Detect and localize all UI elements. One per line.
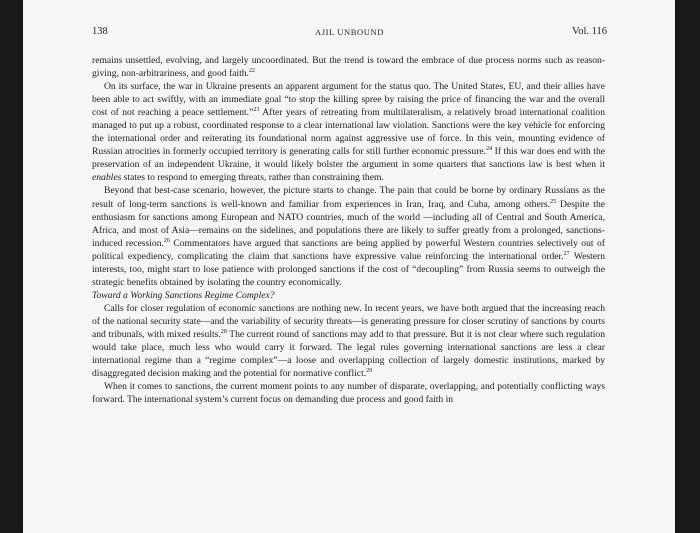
paragraph [92,184,605,288]
paragraph [92,302,605,380]
footnote-ref: 22 [248,68,255,75]
paragraph [92,54,605,80]
footnote-ref: 28 [220,328,227,335]
journal-title: AJIL UNBOUND [315,27,384,37]
text-run: Western interests, too, might start to lose patience with prolonged sanctions if the cost of “decoupling” from Russia seems to outweigh the strategic benefits obtained by isolating the country economically. [92,250,606,288]
emphasis-text: enables [92,172,122,184]
text-run: states to respond to emerging threats, rather than constraining them. [121,172,384,184]
section-heading: Toward a Working Sanctions Regime Complex? [92,289,275,301]
paragraph [92,80,605,184]
text-run: On its surface, the war in Ukraine presents an apparent argument for the status quo. The United States, EU, and their allies have been able to act swiftly, with an immediate goal “to stop the killing spree by raising the price of financing the war and the overall cost of not reaching a peace settlement.” [92,81,605,119]
footnote-ref: 29 [366,368,373,375]
article-body [92,54,605,406]
running-header [92,26,607,40]
paragraph [92,380,605,406]
page-number: 138 [92,26,108,37]
footnote-ref: 26 [163,237,170,244]
footnote-ref: 23 [253,107,260,114]
document-page [23,0,675,533]
text-run: Beyond that best-case scenario, however, the picture starts to change. The pain that could be borne by ordinary Russians as the result of long-term sanctions is well-known and familiar from experiences in Iran, Iraq, and Cuba, among others. [92,185,605,210]
text-run: The current round of sanctions may add to that pressure. But it is not clear where such regulation would take place, much less who would carry it forward. The legal rules governing international sanctions are less a clear international regime than a “regime complex”—a loose and overlapping collection of largely domestic institutions, marked by disaggregated decision making and the potential for normative conflict. [92,328,605,380]
volume-label: Vol. 116 [571,26,607,37]
text-run: Commentators have argued that sanctions are being applied by powerful Western countries selectively out of political expediency, complicating the claim that sanctions have expressive value reinforcing the international order. [92,237,605,262]
footnote-ref: 27 [563,250,570,257]
text-run: When it comes to sanctions, the current moment points to any number of disparate, overlapping, and potentially conflicting ways forward. The international system’s current focus on demanding due process and good faith in [92,381,605,406]
text-run: After years of retreating from multilateralism, a relatively broad international coalition managed to put up a robust, coordinated response to a clear international law violation. Sanctions were the key vehicle for enforcing the international order and reiterating its foundational norm against aggressive use of force. In this vein, mounting evidence of Russian atrocities in formerly occupied territory is generating calls for still further economic pressure. [92,107,606,158]
text-run: remains unsettled, evolving, and largely uncoordinated. But the trend is toward the embrace of due process norms such as reason-giving, non-arbitrariness, and good faith. [92,55,605,80]
text-run: Calls for closer regulation of economic sanctions are nothing new. In recent years, we have both argued that the increasing reach of the national security state—and the variability of security threats—is generating pressure for closer scrutiny of sanctions by courts and tribunals, with mixed results. [92,302,605,340]
footnote-ref: 25 [550,198,557,205]
paragraph-group-2 [92,302,605,406]
text-run: If this war does end with the preservation of an independent Ukraine, it would likely bolster the argument in some quarters that sanctions law is best when it [92,146,606,171]
footnote-ref: 24 [486,146,493,153]
paragraph-group-1 [92,54,605,289]
text-run: Despite the enthusiasm for sanctions among European and NATO countries, much of the world —including all of Central and South America, Africa, and most of Asia—remains on the sidelines, and populations there are likely to suffer greatly from a prolonged, sanctions-induced recession. [92,198,605,249]
